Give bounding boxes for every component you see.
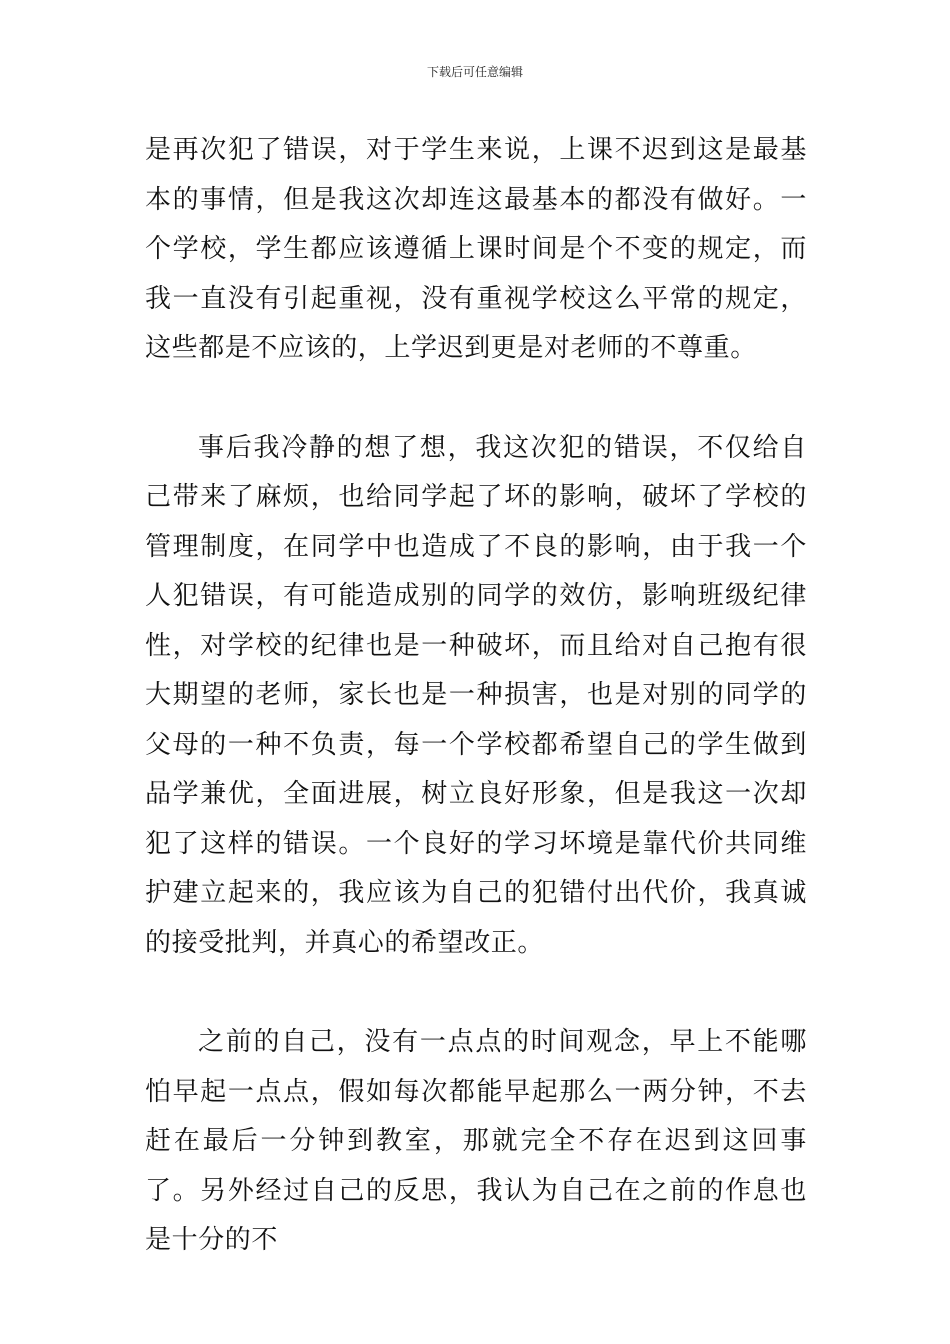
paragraph-1: 是再次犯了错误，对于学生来说，上课不迟到这是最基本的事情，但是我这次却连这最基本的都没有做好。一个学校，学生都应该遵循上课时间是个不变的规定，而我一直没有引起重视，没有重视学校这么平常的规定，这些都是不应该的，上学迟到更是对老师的不尊重。 [145, 135, 807, 363]
paragraph-3: 之前的自己，没有一点点的时间观念，早上不能哪怕早起一点点，假如每次都能早起那么一两分钟，不去赶在最后一分钟到教室，那就完全不存在迟到这回事了。另外经过自己的反思，我认为自己在之前的作息也是十分的不 [145, 1027, 807, 1255]
paragraph-gap [145, 968, 807, 1018]
paragraph-gap [145, 374, 807, 424]
document-body [145, 126, 807, 1266]
paragraph-2: 事后我冷静的想了想，我这次犯的错误，不仅给自己带来了麻烦，也给同学起了坏的影响，破坏了学校的管理制度，在同学中也造成了不良的影响，由于我一个人犯错误，有可能造成别的同学的效仿，影响班级纪律性，对学校的纪律也是一种破坏，而且给对自己抱有很大期望的老师，家长也是一种损害，也是对别的同学的父母的一种不负责，每一个学校都希望自己的学生做到品学兼优，全面进展，树立良好形象，但是我这一次却犯了这样的错误。一个良好的学习坏境是靠代价共同维护建立起来的，我应该为自己的犯错付出代价，我真诚的接受批判，并真心的希望改正。 [145, 432, 807, 958]
page-header: 下载后可任意编辑 [426, 65, 523, 79]
